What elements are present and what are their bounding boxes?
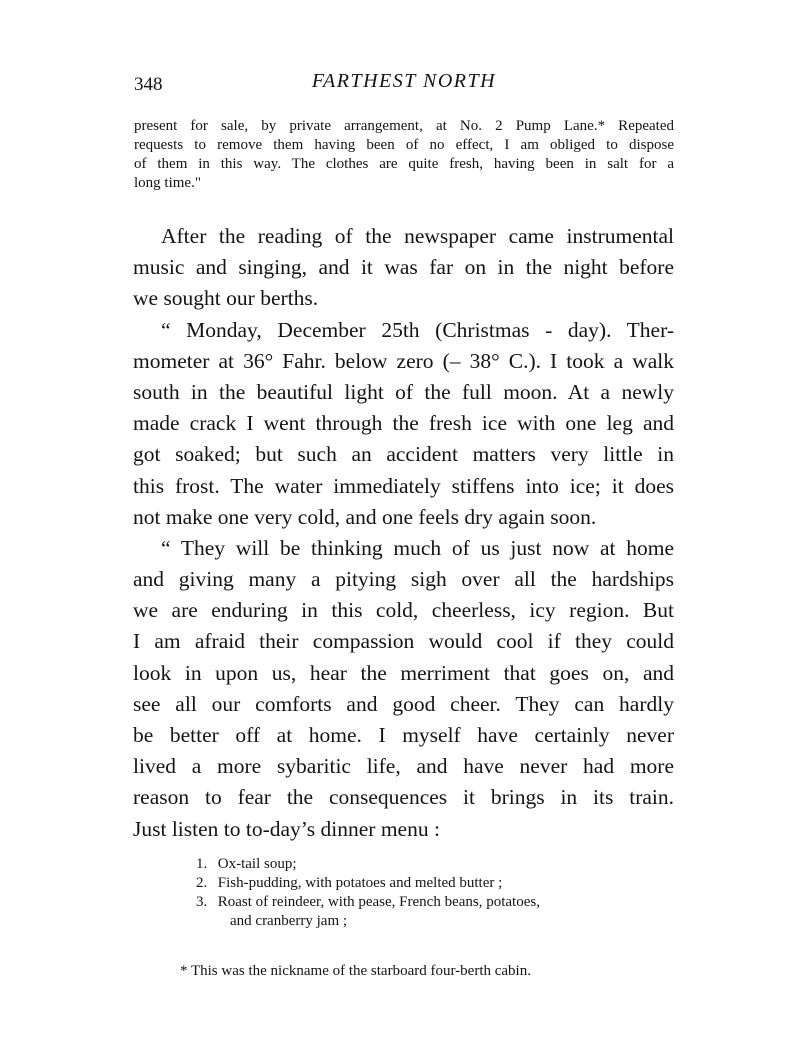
body-text [133,221,674,845]
text-line: “ They will be thinking much of us just now at home [161,535,674,560]
menu-item-number: 1. [196,856,208,872]
text-line: mometer at 36° Fahr. below zero (– 38° C.). I took a walk [133,348,674,373]
notice-line: requests to remove them having been of no effect, I am obliged to dispose [134,137,674,153]
notice-line: of them in this way. The clothes are quite fresh, having been in salt for a [134,156,674,172]
menu-item-continuation: and cranberry jam ; [230,913,348,929]
menu-item-text: Ox-tail soup; [217,856,297,872]
text-line: we are enduring in this cold, cheerless, icy region. But [133,598,674,623]
text-line: Just listen to to-day’s dinner menu : [133,816,440,841]
notice-line: present for sale, by private arrangement, at No. 2 Pump Lane.* Repeated [134,118,674,134]
footnote: * This was the nickname of the starboard four-berth cabin. [180,963,531,979]
dinner-menu [196,855,626,931]
menu-item-number: 2. [196,875,208,891]
menu-item-text: Roast of reindeer, with pease, French beans, potatoes, [217,894,540,910]
text-line: made crack I went through the fresh ice with one leg and [133,411,674,436]
text-line: this frost. The water immediately stiffens into ice; it does [133,473,674,498]
text-line: south in the beautiful light of the full moon. At a newly [133,379,674,404]
text-line: we sought our berths. [133,286,319,311]
page-number: 348 [134,74,163,95]
menu-item [196,855,626,874]
text-line: be better off at home. I myself have certainly never [133,723,674,747]
text-line: reason to fear the consequences it brings in its train. [133,785,674,810]
text-line: After the reading of the newspaper came instrumental [161,224,674,248]
page-header [134,70,674,100]
text-line: “ Monday, December 25th (Christmas - day). Ther- [161,317,674,342]
quoted-notice [134,117,674,193]
text-line: got soaked; but such an accident matters very little in [133,442,674,467]
text-line: I am afraid their compassion would cool if they could [133,629,674,654]
text-line: not make one very cold, and one feels dry again soon. [133,504,597,529]
running-title: FARTHEST NORTH [311,70,497,92]
text-line: music and singing, and it was far on in the night before [133,255,674,280]
notice-line: long time." [134,175,201,191]
menu-item [196,874,626,893]
text-line: see all our comforts and good cheer. They can hardly [133,691,674,716]
text-line: lived a more sybaritic life, and have never had more [133,754,674,779]
menu-item-text: Fish-pudding, with potatoes and melted butter ; [217,875,503,891]
text-line: look in upon us, hear the merriment that goes on, and [133,660,674,685]
text-line: and giving many a pitying sigh over all the hardships [133,567,674,592]
menu-item-number: 3. [196,894,208,910]
menu-item [196,893,626,912]
